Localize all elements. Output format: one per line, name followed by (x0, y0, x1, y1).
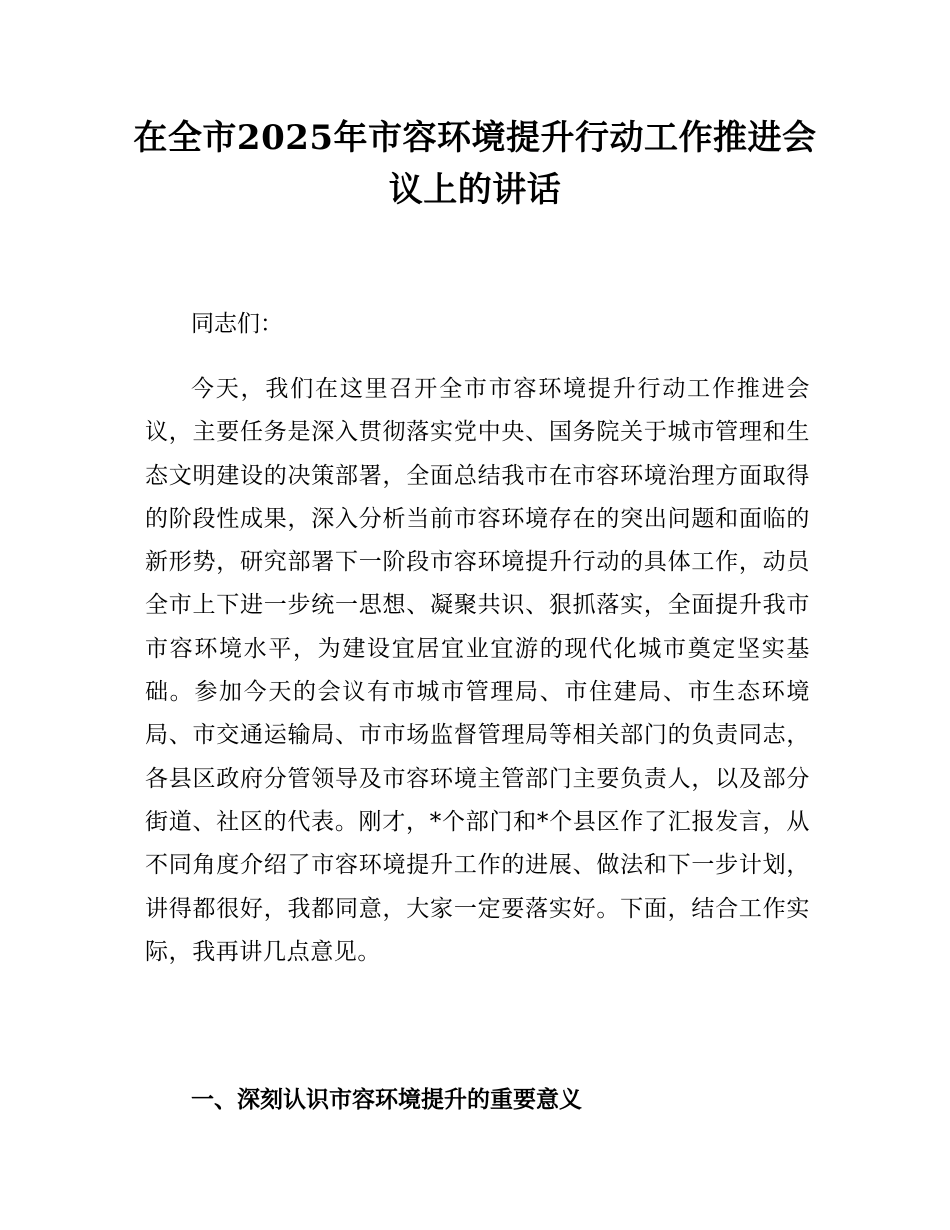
document-title (130, 112, 820, 216)
title-line-2: 议上的讲话 (388, 170, 562, 210)
body-paragraph: 今天，我们在这里召开全市市容环境提升行动工作推进会议，主要任务是深入贯彻落实党中央、国务院关于城市管理和生态文明建设的决策部署，全面总结我市在市容环境治理方面取得的阶段性成果，深入分析当前市容环境存在的突出问题和面临的新形势，研究部署下一阶段市容环境提升行动的具体工作，动员全市上下进一步统一思想、凝聚共识、狠抓落实，全面提升我市市容环境水平，为建设宜居宜业宜游的现代化城市奠定坚实基础。参加今天的会议有市城市管理局、市住建局、市生态环境局、市交通运输局、市市场监督管理局等相关部门的负责同志，各县区政府分管领导及市容环境主管部门主要负责人，以及部分街道、社区的代表。刚才，*个部门和*个县区作了汇报发言，从不同角度介绍了市容环境提升工作的进展、做法和下一步计划，讲得都很好，我都同意，大家一定要落实好。下面，结合工作实际，我再讲几点意见。 (145, 376, 810, 965)
section-heading: 一、深刻认识市容环境提升的重要意义 (191, 1087, 582, 1113)
greeting: 同志们： (191, 311, 283, 337)
title-line-1: 在全市2025年市容环境提升行动工作推进会 (133, 118, 817, 158)
